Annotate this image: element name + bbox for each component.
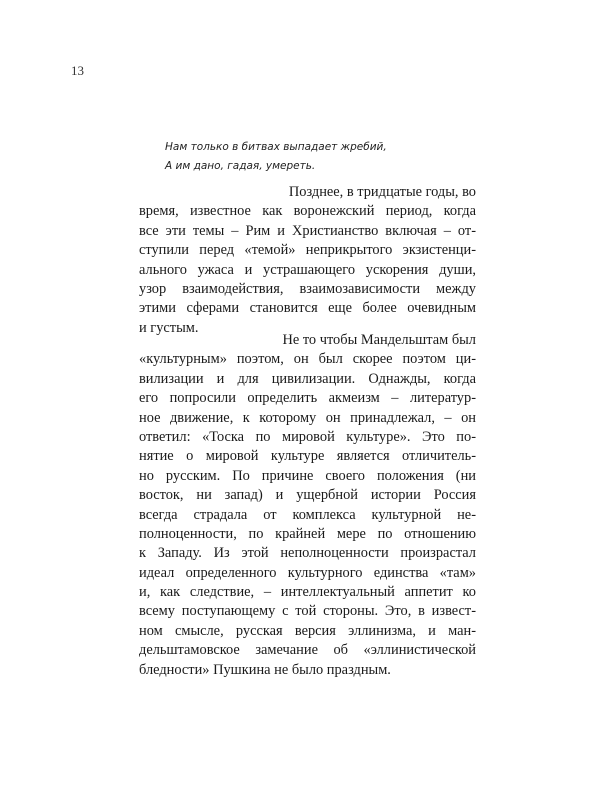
paragraph-line: всему поступающему с той стороны. Это, в извест- (139, 603, 476, 620)
epigraph-line: А им дано, гадая, умереть. (165, 160, 316, 172)
epigraph (165, 138, 465, 176)
paragraph-line: узор взаимодействия, взаимозависимости между (139, 280, 476, 297)
paragraph-line: «культурным» поэтом, он был скорее поэтом ци- (139, 351, 476, 368)
paragraph-line: полноценности, по крайней мере по отношению (139, 525, 476, 542)
paragraph-line: ступили перед «темой» неприкрытого экзистенци- (139, 242, 476, 259)
paragraph-line: ном смысле, русская версия эллинизма, и ман- (139, 622, 476, 639)
paragraph-line: всегда страдала от комплекса культурной не- (139, 506, 476, 523)
paragraph-line: и, как следствие, – интеллектуальный аппетит ко (139, 584, 476, 601)
paragraph-line: к Западу. Из этой неполноценности произрастал (139, 545, 476, 562)
paragraph-line: ответил: «Тоска по мировой культуре». Это по- (139, 428, 476, 445)
paragraph-line: бледности» Пушкина не было праздным. (139, 661, 391, 678)
paragraph-line: время, известное как воронежский период, когда (139, 203, 476, 220)
paragraph-line: но русским. По причине своего положения (ни (139, 467, 476, 484)
paragraph-line: идеал определенного культурного единства «там» (139, 564, 476, 581)
paragraph-line: ального ужаса и устрашающего ускорения души, (139, 261, 476, 278)
paragraph-line: все эти темы – Рим и Христианство включая – от- (139, 222, 476, 239)
paragraph-line: ное движение, к которому он принадлежал, – он (139, 409, 476, 426)
paragraph-line: его попросили определить акмеизм – литератур- (139, 390, 476, 407)
paragraph-line: Не то чтобы Мандельштам был (282, 332, 476, 348)
paragraph-line: этими сферами становится еще более очевидным (139, 300, 476, 317)
paragraph-2 (139, 331, 476, 680)
paragraph-line: и густым. (139, 319, 199, 336)
page-number: 13 (71, 63, 84, 78)
paragraph-line: восток, ни запад) и ущербной истории Россия (139, 487, 476, 504)
paragraph-line: вилизации и для цивилизации. Однажды, когда (139, 370, 476, 387)
paragraph-line: дельштамовское замечание об «эллинистической (139, 642, 476, 659)
paragraph-line: Позднее, в тридцатые годы, во (288, 184, 476, 200)
epigraph-line: Нам только в битвах выпадает жребий, (165, 141, 387, 153)
paragraph-1 (139, 183, 476, 338)
paragraph-line: нятие о мировой культуре является отличитель- (139, 448, 476, 465)
